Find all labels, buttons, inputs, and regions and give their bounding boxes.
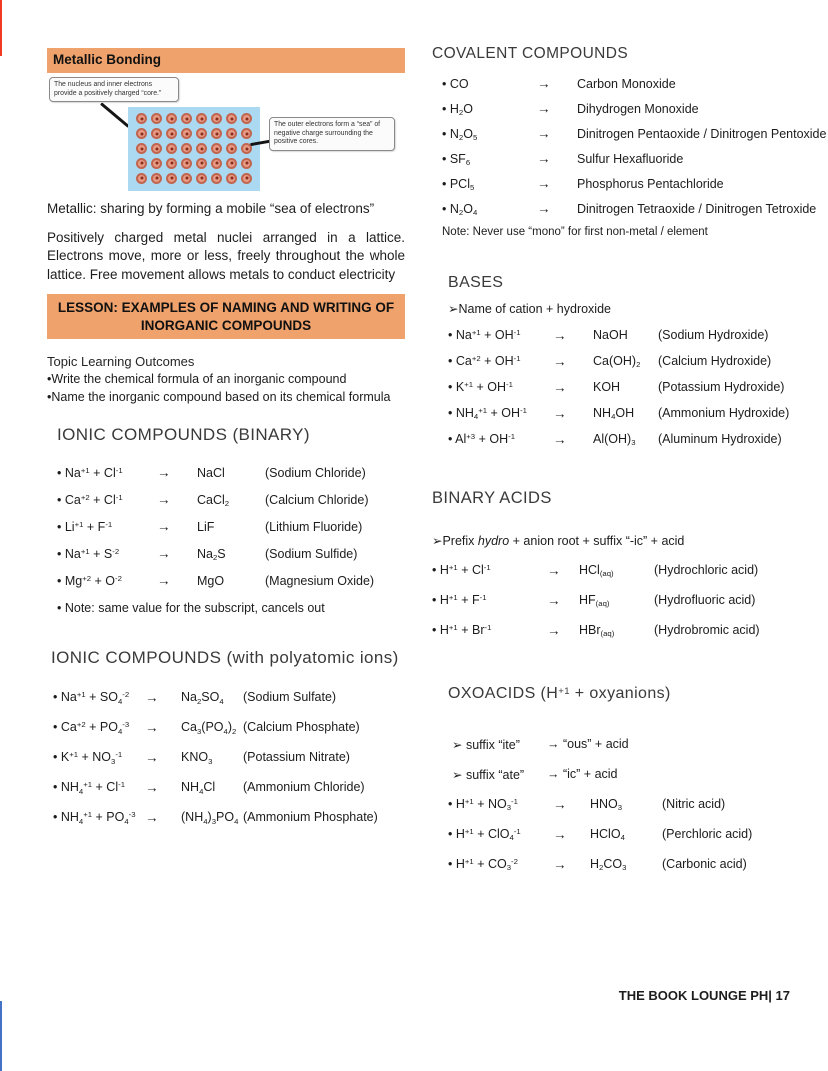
name-cell: (Calcium Phosphate) <box>243 720 360 735</box>
arrow-cell: → <box>157 546 171 562</box>
right-cell: → “ic” + acid <box>547 767 618 781</box>
arrow-cell: → <box>537 76 551 91</box>
product-cell: HBr$_{(aq)}$ <box>579 623 615 639</box>
binary-acids-section <box>432 489 824 645</box>
left-cell: ➢ suffix “ite” <box>452 737 520 752</box>
ionic-binary-note: • Note: same value for the subscript, cancels out <box>57 601 325 616</box>
name-cell: Sulfur Hexafluoride <box>577 151 684 166</box>
compound-row <box>442 121 827 146</box>
electron-sea-grid <box>128 107 260 191</box>
reactants-cell: • $H^{+1} + NO_3^{-1}$ <box>448 797 518 813</box>
reactants-cell: • $Al^{+3} + OH^{-1}$ <box>448 432 516 446</box>
atom-icon <box>226 128 237 139</box>
arrow-cell: → <box>553 405 567 421</box>
atom-icon <box>196 143 207 154</box>
arrow-cell: → <box>145 779 159 795</box>
name-cell: (Sodium Hydroxide) <box>658 328 769 342</box>
compound-row <box>448 322 824 348</box>
suffix-rule-row <box>452 759 824 789</box>
name-cell: (Ammonium Phosphate) <box>243 810 378 825</box>
reactants-cell: • $Ca^{+2} + OH^{-1}$ <box>448 354 521 368</box>
binary-acids-title: BINARY ACIDS <box>432 489 552 507</box>
atom-icon <box>196 113 207 124</box>
atom-icon <box>166 113 177 124</box>
compound-row <box>53 802 405 832</box>
compound-row <box>57 513 405 540</box>
atom-icon <box>226 143 237 154</box>
edge-mark-blue <box>0 1001 2 1071</box>
product-cell: $Al(OH)_3$ <box>593 432 636 448</box>
text-cell: •Name the inorganic compound based on its chemical formula <box>47 389 391 404</box>
product-cell: CaCl$_2$ <box>197 492 230 509</box>
name-cell: (Aluminum Hydroxide) <box>658 432 782 446</box>
compound-row <box>53 772 405 802</box>
ionic-binary-rows <box>47 459 405 594</box>
arrow-cell: → <box>553 327 567 343</box>
left-cell: ➢ suffix “ate” <box>452 767 525 782</box>
compound-row <box>432 585 824 615</box>
compound-row <box>448 819 824 849</box>
formula-cell: • $SF_6$ <box>442 151 471 167</box>
compound-row <box>448 374 824 400</box>
reactants-cell: • $Ca^{+2} + Cl^{-1}$ <box>57 492 123 507</box>
compound-row <box>57 540 405 567</box>
compound-row <box>442 71 824 96</box>
reactants-cell: • $NH_4^{+1} + OH^{-1}$ <box>448 406 527 422</box>
arrow-cell: → <box>145 809 159 825</box>
atom-icon <box>136 113 147 124</box>
atom-icon <box>211 158 222 169</box>
reactants-cell: • $Mg^{+2} + O^{-2}$ <box>57 573 122 588</box>
product-cell: $(NH_4)_3PO_4$ <box>181 810 239 826</box>
atom-icon <box>166 128 177 139</box>
name-cell: (Ammonium Hydroxide) <box>658 406 790 420</box>
name-cell: Carbon Monoxide <box>577 76 676 91</box>
product-cell: $Ca_3(PO_4)_2$ <box>181 720 237 736</box>
atom-icon <box>181 143 192 154</box>
oxoacids-title: OXOACIDS ($H^{+1}$ + oxyanions) <box>448 685 671 702</box>
atom-icon <box>136 158 147 169</box>
reactants-cell: • $H^{+1} + CO_3^{-2}$ <box>448 857 518 873</box>
callout-core-label: The nucleus and inner electrons provide a positively charged “core.” <box>49 77 179 103</box>
arrow-cell: → <box>537 201 551 216</box>
atom-icon <box>196 173 207 184</box>
covalent-note: Note: Never use “mono” for first non-metal / element <box>442 226 708 238</box>
atom-icon <box>226 173 237 184</box>
name-cell: Dinitrogen Tetraoxide / Dinitrogen Tetroxide <box>577 201 817 216</box>
oxoacids-suffix-rules <box>448 729 824 789</box>
ionic-polyatomic-title: IONIC COMPOUNDS (with polyatomic ions) <box>51 648 399 668</box>
bases-rule: ➢Name of cation + hydroxide <box>448 302 611 316</box>
compound-row <box>442 146 824 171</box>
lesson-header: LESSON: EXAMPLES OF NAMING AND WRITING OF INORGANIC COMPOUNDS <box>47 294 405 339</box>
atom-icon <box>136 173 147 184</box>
compound-row <box>57 567 405 594</box>
arrow-cell: → <box>547 562 561 578</box>
reactants-cell: • $H^{+1} + F^{-1}$ <box>432 593 487 607</box>
electron-sea-box <box>128 107 260 191</box>
name-cell: (Hydrobromic acid) <box>654 623 760 637</box>
arrow-cell: → <box>553 431 567 447</box>
product-cell: NaCl <box>197 465 225 480</box>
right-column <box>432 45 827 879</box>
covalent-rows <box>432 71 827 221</box>
oxoacids-section <box>432 685 824 879</box>
arrow-cell: → <box>157 492 171 508</box>
compound-row <box>448 849 824 879</box>
reactants-cell: • $H^{+1} + Br^{-1}$ <box>432 623 492 637</box>
arrow-cell: → <box>553 379 567 395</box>
reactants-cell: • $K^{+1} + NO_3^{-1}$ <box>53 750 123 766</box>
atom-icon <box>151 143 162 154</box>
name-cell: (Magnesium Oxide) <box>265 573 375 588</box>
reactants-cell: • $Li^{+1} + F^{-1}$ <box>57 519 113 534</box>
name-cell: (Sodium Sulfide) <box>265 546 358 561</box>
bases-title: BASES <box>448 274 504 291</box>
arrow-cell: → <box>157 465 171 481</box>
binary-acids-rows <box>432 555 824 645</box>
arrow-cell: → <box>537 176 551 191</box>
name-cell: (Sodium Chloride) <box>265 465 366 480</box>
ionic-polyatomic-rows <box>47 682 405 832</box>
compound-row <box>53 742 405 772</box>
suffix-rule-row <box>452 729 824 759</box>
callout-sea-label: The outer electrons form a “sea” of negative charge surrounding the positive cores. <box>269 117 395 152</box>
compound-row <box>53 712 405 742</box>
left-column <box>47 48 405 832</box>
atom-icon <box>211 173 222 184</box>
reactants-cell: • $NH_4^{+1} + PO_4^{-3}$ <box>53 810 136 826</box>
product-cell: MgO <box>197 573 225 588</box>
bases-section <box>432 274 824 452</box>
formula-cell: • $H_2O$ <box>442 101 473 117</box>
name-cell: Dinitrogen Pentaoxide / Dinitrogen Pentoxide <box>577 126 827 141</box>
product-cell: $NH_4Cl$ <box>181 780 216 796</box>
atom-icon <box>241 128 252 139</box>
atom-icon <box>136 143 147 154</box>
outcome-item <box>47 389 405 407</box>
name-cell: (Calcium Chloride) <box>265 492 369 507</box>
name-cell: (Lithium Fluoride) <box>265 519 363 534</box>
atom-icon <box>136 128 147 139</box>
compound-row <box>53 682 405 712</box>
compound-row <box>57 486 405 513</box>
covalent-title: COVALENT COMPOUNDS <box>432 45 629 62</box>
arrow-cell: → <box>145 749 159 765</box>
topic-learning-outcomes-list <box>47 371 405 406</box>
name-cell: (Perchloric acid) <box>662 827 753 841</box>
arrow-cell: → <box>157 573 171 589</box>
atom-icon <box>181 173 192 184</box>
name-cell: (Hydrochloric acid) <box>654 563 759 577</box>
compound-row <box>442 96 824 121</box>
ionic-binary-title: IONIC COMPOUNDS (BINARY) <box>57 425 310 445</box>
oxoacids-rows <box>448 789 824 879</box>
formula-cell: • $N_2O_5$ <box>442 126 478 142</box>
atom-icon <box>166 158 177 169</box>
metallic-bonding-header: Metallic Bonding <box>47 48 405 73</box>
compound-row <box>432 555 824 585</box>
atom-icon <box>226 113 237 124</box>
product-cell: HClO$_4$ <box>590 827 625 843</box>
topic-learning-outcomes-title: Topic Learning Outcomes <box>47 354 195 370</box>
name-cell: (Sodium Sulfate) <box>243 690 337 705</box>
atom-icon <box>151 128 162 139</box>
arrow-cell: → <box>145 719 159 735</box>
compound-row <box>442 171 824 196</box>
page-footer: THE BOOK LOUNGE PH| 17 <box>618 988 790 1003</box>
name-cell: Dihydrogen Monoxide <box>577 101 699 116</box>
product-cell: $Ca(OH)_2$ <box>593 354 641 370</box>
arrow-cell: → <box>537 101 551 116</box>
arrow-cell: → <box>537 151 551 166</box>
atom-icon <box>226 158 237 169</box>
reactants-cell: • $Na^{+1} + OH^{-1}$ <box>448 328 521 342</box>
compound-row <box>442 196 824 221</box>
name-cell: (Nitric acid) <box>662 797 726 811</box>
atom-icon <box>241 173 252 184</box>
formula-cell: • $N_2O_4$ <box>442 201 478 217</box>
product-cell: $H_2CO_3$ <box>590 857 627 873</box>
atom-icon <box>181 113 192 124</box>
product-cell: $HNO_3$ <box>590 797 623 813</box>
atom-icon <box>151 113 162 124</box>
text-cell: •Write the chemical formula of an inorganic compound <box>47 372 347 387</box>
name-cell: (Potassium Nitrate) <box>243 750 350 765</box>
binary-acids-rule: ➢Prefix hydro + anion root + suffix “-ic” + acid <box>432 534 685 548</box>
right-cell: → “ous” + acid <box>547 737 629 751</box>
atom-icon <box>241 113 252 124</box>
atom-icon <box>196 158 207 169</box>
reactants-cell: • $Ca^{+2} + PO_4^{-3}$ <box>53 720 130 736</box>
product-cell: $KNO_3$ <box>181 750 213 766</box>
name-cell: (Carbonic acid) <box>662 857 747 871</box>
arrow-cell: → <box>547 622 561 638</box>
name-cell: (Hydrofluoric acid) <box>654 593 756 607</box>
atom-icon <box>211 143 222 154</box>
name-cell: (Ammonium Chloride) <box>243 780 365 795</box>
arrow-cell: → <box>547 592 561 608</box>
metallic-paragraph: Positively charged metal nuclei arranged in a lattice. Electrons move, more or less, freely throughout the whole lattice. Free movement allows metals to conduct electricity <box>47 229 405 283</box>
atom-icon <box>241 158 252 169</box>
reactants-cell: • $H^{+1} + ClO_4^{-1}$ <box>448 827 521 843</box>
compound-row <box>57 459 405 486</box>
bases-rows <box>448 322 824 452</box>
name-cell: (Potassium Hydroxide) <box>658 380 785 394</box>
name-cell: Phosphorus Pentachloride <box>577 176 724 191</box>
product-cell: $HF_{(aq)}$ <box>579 593 610 609</box>
formula-cell: • CO <box>442 76 469 91</box>
compound-row <box>448 400 824 426</box>
product-cell: KOH <box>593 380 621 394</box>
formula-cell: • PCl$_5$ <box>442 176 475 192</box>
atom-icon <box>181 158 192 169</box>
atom-icon <box>166 173 177 184</box>
metallic-caption: Metallic: sharing by forming a mobile “sea of electrons” <box>47 200 375 216</box>
atom-icon <box>196 128 207 139</box>
reactants-cell: • $Na^{+1} + Cl^{-1}$ <box>57 465 123 480</box>
arrow-cell: → <box>553 826 567 842</box>
arrow-cell: → <box>145 689 159 705</box>
outcome-item <box>47 371 405 389</box>
product-cell: $NH_4OH$ <box>593 406 635 422</box>
metallic-bonding-diagram <box>47 75 405 195</box>
reactants-cell: • $Na^{+1} + SO_4^{-2}$ <box>53 690 130 706</box>
arrow-cell: → <box>553 353 567 369</box>
reactants-cell: • $H^{+1} + Cl^{-1}$ <box>432 563 491 577</box>
atom-icon <box>166 143 177 154</box>
product-cell: HCl$_{(aq)}$ <box>579 563 614 579</box>
reactants-cell: • $NH_4^{+1} + Cl^{-1}$ <box>53 780 126 796</box>
compound-row <box>448 789 824 819</box>
reactants-cell: • $K^{+1} + OH^{-1}$ <box>448 380 513 394</box>
arrow-cell: → <box>553 856 567 872</box>
arrow-cell: → <box>157 519 171 535</box>
atom-icon <box>151 173 162 184</box>
reactants-cell: • $Na^{+1} + S^{-2}$ <box>57 546 120 561</box>
arrow-cell: → <box>553 796 567 812</box>
product-cell: $Na_2SO_4$ <box>181 690 224 706</box>
product-cell: NaOH <box>593 328 628 342</box>
atom-icon <box>211 128 222 139</box>
product-cell: LiF <box>197 519 215 534</box>
arrow-cell: → <box>537 126 551 141</box>
name-cell: (Calcium Hydroxide) <box>658 354 772 368</box>
edge-mark-red <box>0 0 2 56</box>
atom-icon <box>211 113 222 124</box>
atom-icon <box>151 158 162 169</box>
compound-row <box>448 348 824 374</box>
callout-pointer-line <box>100 102 130 127</box>
compound-row <box>432 615 824 645</box>
atom-icon <box>181 128 192 139</box>
compound-row <box>448 426 824 452</box>
product-cell: $Na_2S$ <box>197 546 226 563</box>
